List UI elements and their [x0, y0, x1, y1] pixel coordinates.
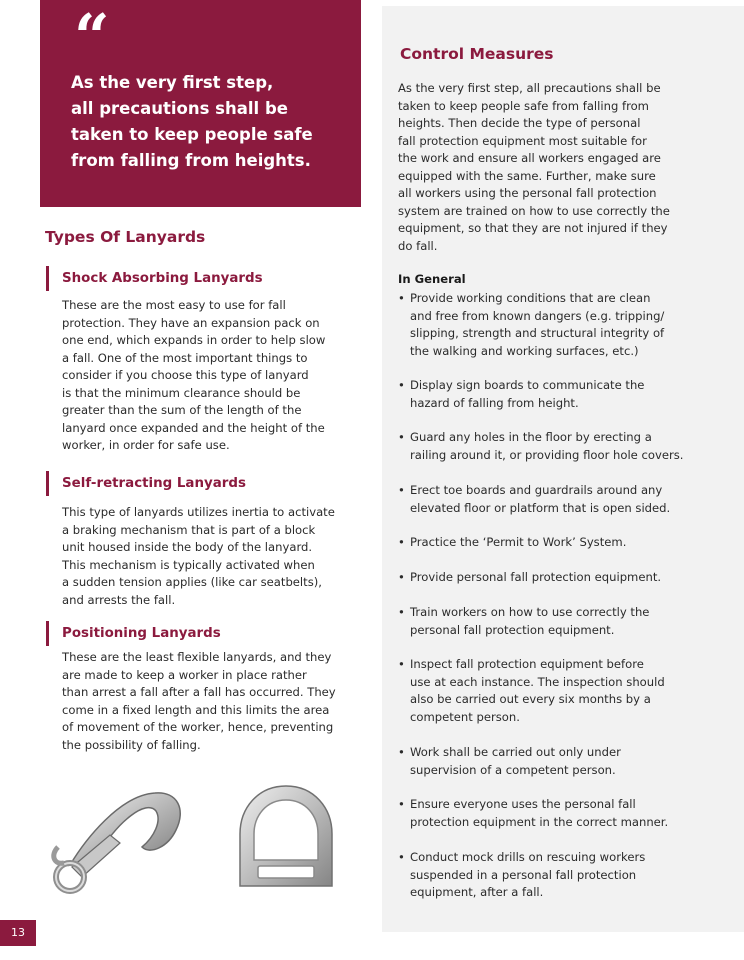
bullet-icon: • [398, 797, 405, 811]
text-line: equipped with the same. Further, make sure [398, 168, 656, 183]
text-line: equipment, so that they are not injured if they [398, 221, 668, 235]
text-line: Display sign boards to communicate the [410, 378, 645, 392]
text-line: of movement of the worker, hence, preventing [62, 720, 334, 734]
text-line: a fall. One of the most important things to [62, 350, 308, 365]
bullet-item [398, 796, 708, 831]
text-line: also be carried out every six months by a [410, 692, 651, 706]
text-line: the walking and working surfaces, etc.) [410, 343, 639, 358]
page-number: 13 [0, 920, 36, 946]
text-line: Erect toe boards and guardrails around any [410, 483, 663, 497]
text-line: suspended in a personal fall protection [410, 867, 637, 882]
quote-mark-icon: “ [74, 0, 110, 73]
text-line: consider if you choose this type of lanyard [62, 368, 309, 382]
bullet-icon: • [398, 745, 405, 759]
bullet-icon: • [398, 605, 405, 619]
text-line: use at each instance. The inspection should [410, 674, 665, 689]
lanyard-description [46, 649, 346, 754]
text-line: These are the most easy to use for fall [62, 298, 286, 312]
pull-quote-line: As the very first step, [71, 73, 274, 92]
lanyard-section-shock-absorbing [46, 266, 346, 455]
text-line: the possibility of falling. [62, 737, 201, 752]
bullet-icon: • [398, 850, 405, 864]
d-ring-image [236, 782, 336, 892]
text-line: do fall. [398, 238, 438, 253]
text-line: competent person. [410, 709, 520, 724]
bullet-icon: • [398, 378, 405, 392]
text-line: personal fall protection equipment. [410, 622, 615, 637]
bullet-icon: • [398, 657, 405, 671]
text-line: unit housed inside the body of the lanyard. [62, 540, 313, 554]
text-line: lanyard once expanded and the height of the [62, 420, 325, 435]
text-line: worker, in order for safe use. [62, 438, 230, 452]
types-of-lanyards-heading: Types Of Lanyards [45, 228, 206, 246]
text-line: are made to keep a worker in place rather [62, 667, 307, 682]
text-line: Guard any holes in the floor by erecting a [410, 430, 652, 444]
pull-quote-box [40, 0, 361, 207]
lanyard-description [46, 297, 346, 455]
text-line: Train workers on how to use correctly the [410, 605, 650, 619]
text-line: hazard of falling from height. [410, 395, 579, 410]
bullet-icon: • [398, 535, 405, 549]
bullet-icon: • [398, 570, 405, 584]
text-line: the work and ensure all workers engaged are [398, 151, 661, 165]
control-measures-intro [398, 80, 698, 255]
text-line: a braking mechanism that is part of a block [62, 522, 316, 537]
in-general-label: In General [398, 272, 466, 286]
bullet-icon: • [398, 291, 405, 305]
lanyard-description [46, 504, 346, 609]
text-line: As the very first step, all precautions shall be [398, 81, 661, 95]
text-line: slipping, strength and structural integrity of [410, 326, 665, 340]
text-line: all workers using the personal fall protection [398, 186, 657, 200]
lanyard-section-self-retracting [46, 471, 346, 609]
text-line: Work shall be carried out only under [410, 745, 621, 759]
text-line: Practice the ‘Permit to Work’ System. [410, 535, 627, 549]
text-line: supervision of a competent person. [410, 762, 616, 777]
text-line: greater than the sum of the length of the [62, 403, 302, 417]
text-line: This type of lanyards utilizes inertia to activate [62, 505, 335, 519]
text-line: protection equipment in the correct manner. [410, 814, 669, 829]
bullet-item [398, 656, 708, 726]
text-line: Provide personal fall protection equipment. [410, 570, 662, 584]
text-line: railing around it, or providing floor hole covers. [410, 447, 684, 462]
text-line: one end, which expands in order to help slow [62, 333, 326, 347]
pull-quote-line: from falling from heights. [71, 151, 311, 170]
bullet-item [398, 290, 708, 360]
bullet-item [398, 534, 708, 552]
text-line: than arrest a fall after a fall has occurred. They [62, 685, 336, 699]
bullet-item [398, 604, 708, 639]
text-line: fall protection equipment most suitable for [398, 133, 647, 148]
text-line: and free from known dangers (e.g. tripping/ [410, 308, 665, 323]
text-line: This mechanism is typically activated when [62, 557, 315, 572]
text-line: heights. Then decide the type of personal [398, 116, 641, 130]
bullet-icon: • [398, 483, 405, 497]
text-line: is that the minimum clearance should be [62, 385, 301, 400]
text-line: a sudden tension applies (like car seatbelts), [62, 575, 322, 589]
text-line: come in a fixed length and this limits the area [62, 702, 330, 717]
pull-quote-line: taken to keep people safe [71, 125, 313, 144]
bullet-item [398, 849, 708, 902]
text-line: equipment, after a fall. [410, 885, 544, 899]
text-line: Inspect fall protection equipment before [410, 657, 644, 671]
text-line: elevated floor or platform that is open sided. [410, 500, 671, 515]
text-line: protection. They have an expansion pack on [62, 315, 320, 330]
bullet-icon: • [398, 430, 405, 444]
control-measures-heading: Control Measures [400, 45, 554, 63]
lanyard-subheading: Self-retracting Lanyards [46, 471, 346, 496]
text-line: Provide working conditions that are clean [410, 291, 651, 305]
text-line: Conduct mock drills on rescuing workers [410, 850, 646, 864]
bullet-item [398, 429, 708, 464]
text-line: and arrests the fall. [62, 592, 176, 607]
bullet-item [398, 744, 708, 779]
text-line: system are trained on how to use correctly the [398, 203, 670, 218]
bullet-item [398, 569, 708, 587]
pull-quote-text [71, 70, 356, 174]
lanyard-subheading: Positioning Lanyards [46, 621, 346, 646]
text-line: These are the least flexible lanyards, and they [62, 650, 332, 664]
snap-hook-image [50, 785, 190, 897]
pull-quote-line: all precautions shall be [71, 99, 288, 118]
lanyard-section-positioning [46, 621, 346, 754]
bullet-item [398, 377, 708, 412]
text-line: Ensure everyone uses the personal fall [410, 797, 636, 811]
lanyard-subheading: Shock Absorbing Lanyards [46, 266, 346, 291]
text-line: taken to keep people safe from falling from [398, 98, 649, 113]
bullet-item [398, 482, 708, 517]
